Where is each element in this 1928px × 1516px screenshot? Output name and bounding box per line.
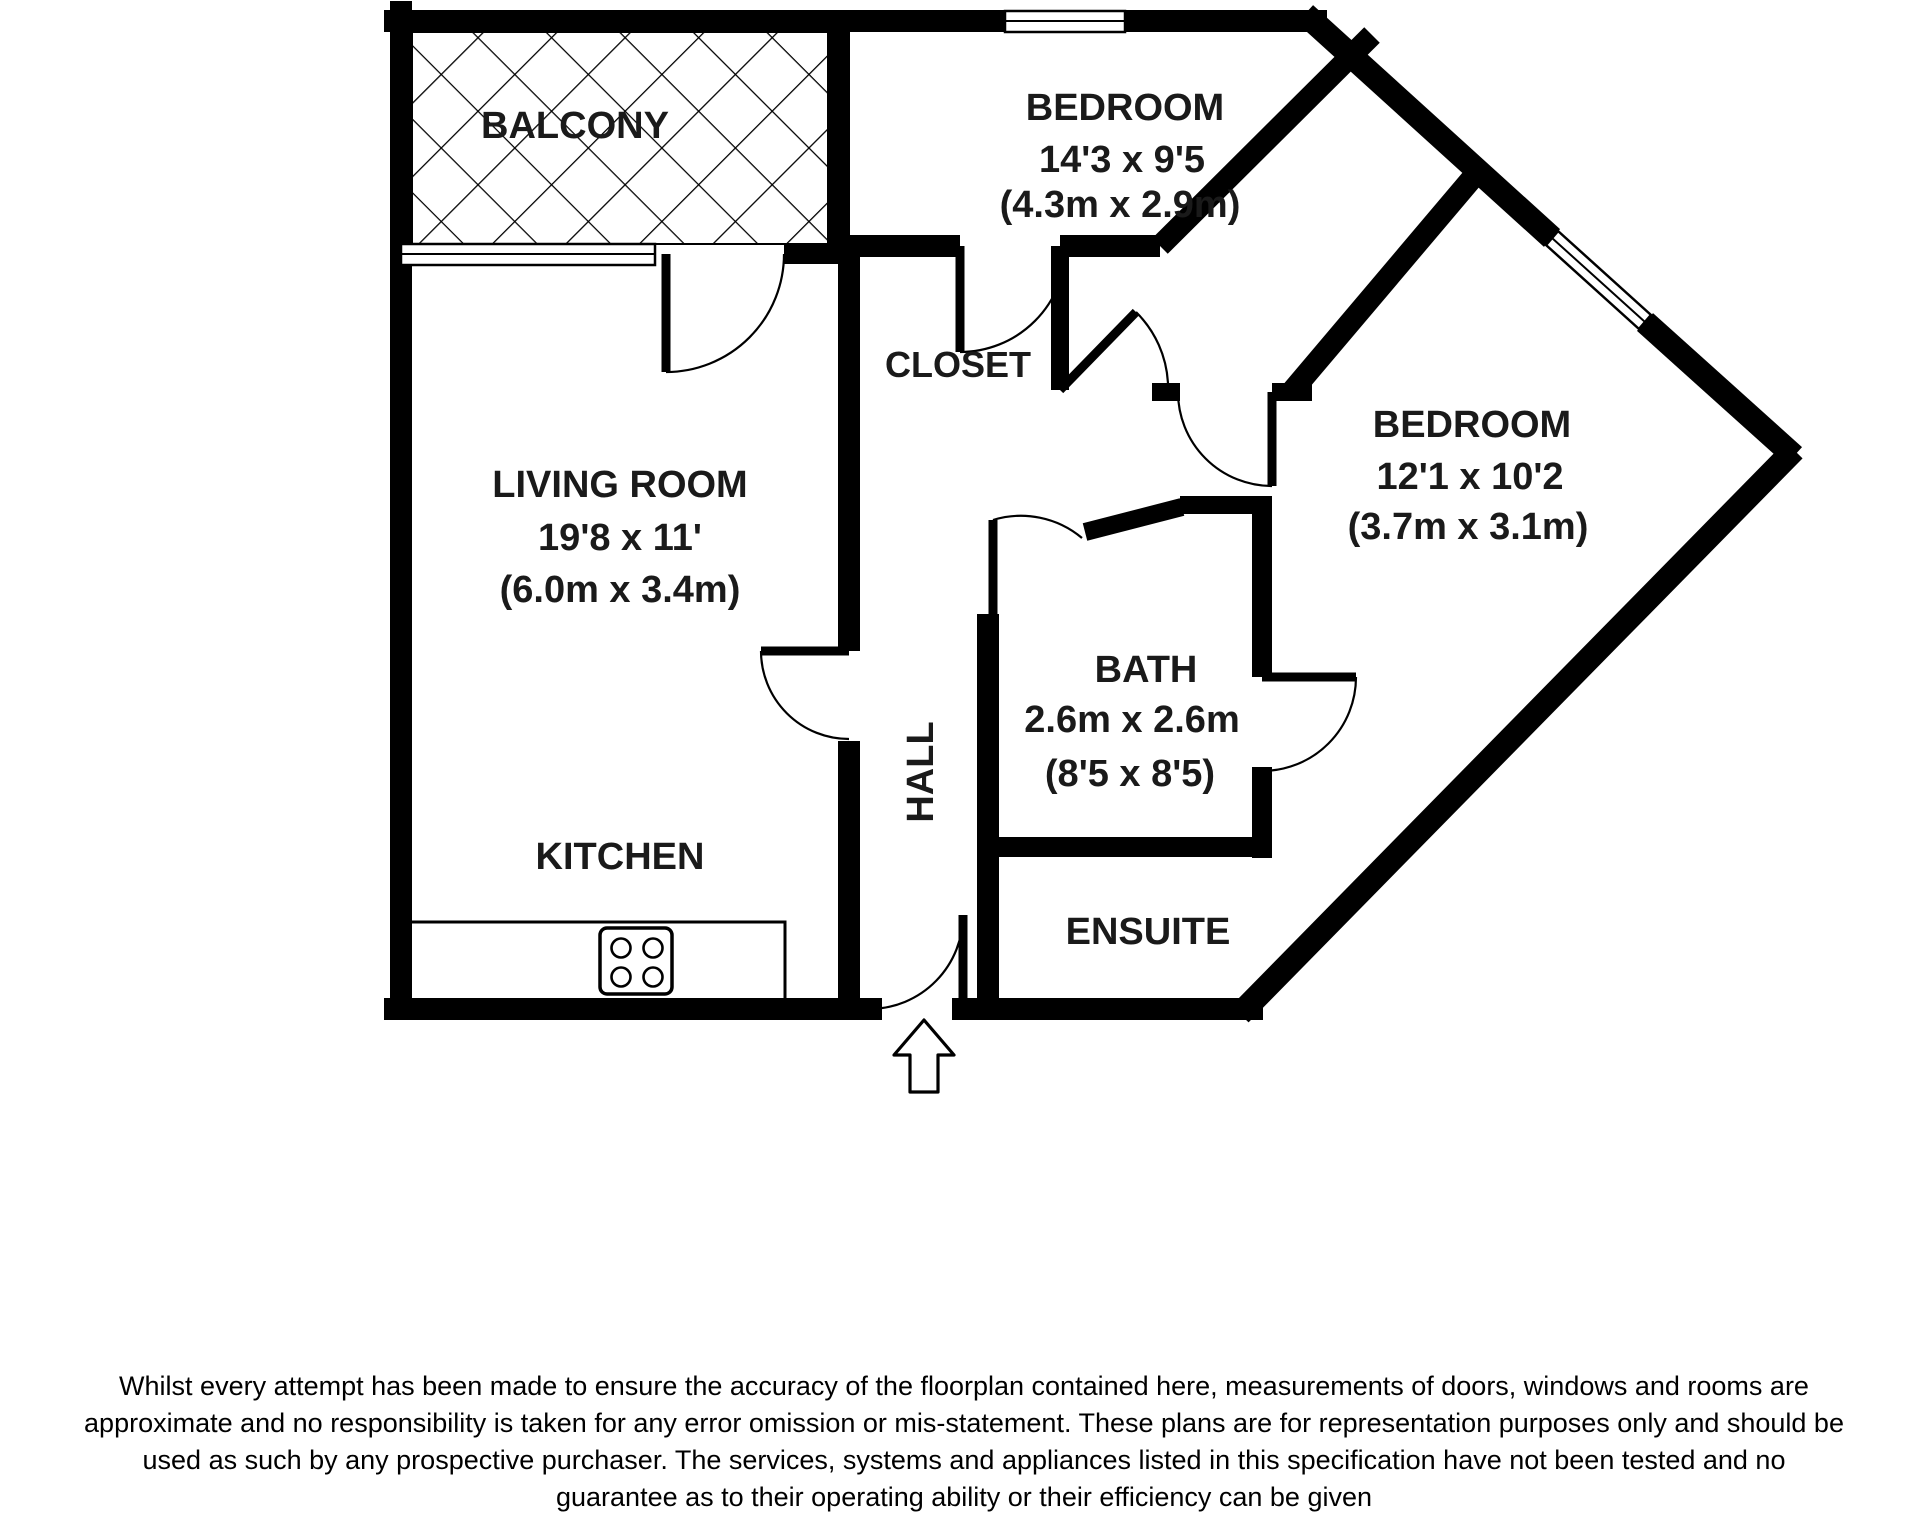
bedroom2-label: BEDROOM (1372, 404, 1572, 446)
disclaimer-line: guarantee as to their operating ability or their efficiency can be given (556, 1482, 1372, 1512)
window-living-room (401, 244, 655, 265)
hall-label: HALL (900, 721, 942, 823)
living-room-size-imperial: 19'8 x 11' (538, 517, 702, 559)
bedroom1-label: BEDROOM (1025, 87, 1225, 129)
living-room-size-metric: (6.0m x 3.4m) (499, 569, 741, 611)
bedroom2-size-imperial: 12'1 x 10'2 (1376, 456, 1564, 498)
bedroom2-size-metric: (3.7m x 3.1m) (1347, 506, 1589, 548)
disclaimer-line: approximate and no responsibility is taken for any error omission or mis-statement. These plans are for representation purposes only and should be (84, 1408, 1844, 1438)
bath-label: BATH (1094, 649, 1198, 691)
closet-label: CLOSET (884, 344, 1032, 385)
kitchen-label: KITCHEN (535, 836, 705, 878)
window-bedroom1 (1005, 11, 1125, 32)
stove-icon (600, 928, 672, 994)
bath-size-imperial: (8'5 x 8'5) (1044, 753, 1216, 795)
ensuite-label: ENSUITE (1065, 911, 1231, 953)
balcony-label: BALCONY (481, 105, 669, 147)
disclaimer-line: Whilst every attempt has been made to ensure the accuracy of the floorplan contained here, measurements of doors, windows and rooms are (119, 1371, 1809, 1401)
bedroom1-size-metric: (4.3m x 2.9m) (999, 184, 1241, 226)
bath-size-metric: 2.6m x 2.6m (1024, 699, 1240, 741)
bedroom1-size-imperial: 14'3 x 9'5 (1039, 139, 1205, 181)
disclaimer-line: used as such by any prospective purchaser. The services, systems and appliances listed in this specification have not been tested and no (142, 1445, 1786, 1475)
disclaimer (0, 1368, 1928, 1516)
living-room-label: LIVING ROOM (492, 464, 748, 506)
